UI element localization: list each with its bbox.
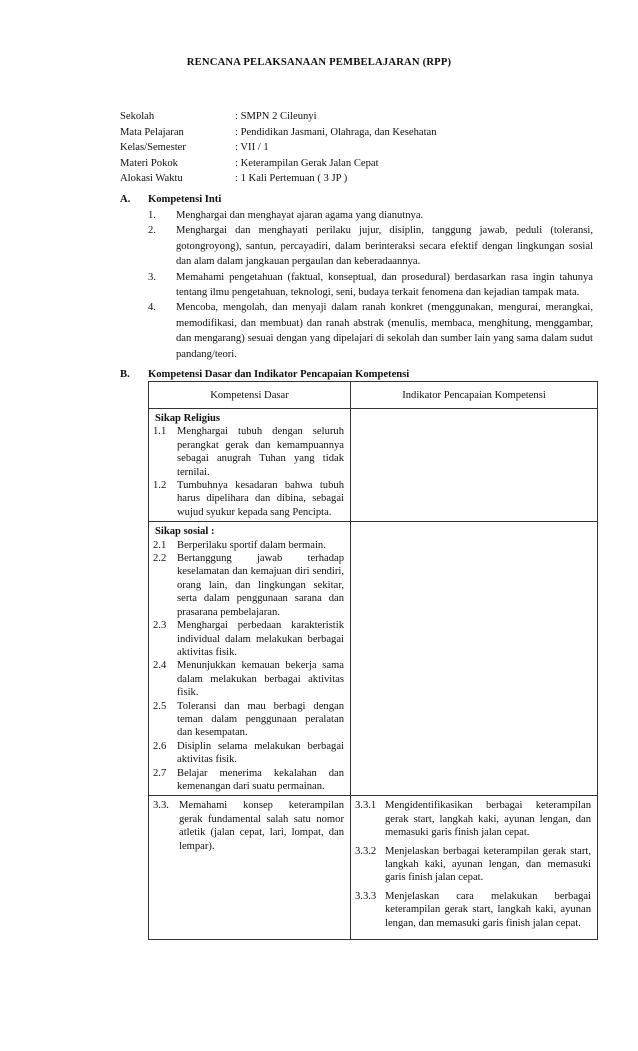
list-item-number: 3. [148,271,156,283]
kd-item [153,740,344,767]
section-a-letter: A. [120,194,131,205]
list-item [148,208,593,223]
identity-row [120,171,437,187]
indicator-number: 3.3.1 [355,800,377,812]
indicator-item [355,845,591,885]
list-item [148,300,593,362]
list-item-text: Mencoba, mengolah, dan menyaji dalam ranah konkret (menggunakan, mengurai, merangkai, memodifikasi, dan membuat) dan ranah abstrak (menulis, membaca, menghitung, menggambar, dan mengarang) sesuai dengan yang dipelajari di sekolah dan sumber lain yang sama dalam sudut pandang/teori. [176,302,593,360]
table-row [149,796,598,940]
section-b-heading: Kompetensi Dasar dan Indikator Pencapaian Kompetensi [148,369,410,380]
kd-number: 2.5 [153,700,167,712]
identity-label: Mata Pelajaran [120,126,184,138]
section-a-heading: Kompetensi Inti [148,194,222,205]
kd-number: 1.1 [153,426,167,438]
identity-label: Materi Pokok [120,157,178,169]
kd-text: Menghargai tubuh dengan seluruh perangkat gerak dan kemampuannya sebagai anugrah Tuhan yang tidak ternilai. [177,426,344,478]
kompetensi-inti-list [148,208,593,362]
identity-value: : Pendidikan Jasmani, Olahraga, dan Kesehatan [235,126,437,138]
table-row [149,522,598,796]
column-header-kd: Kompetensi Dasar [149,382,351,409]
indicator-text: Mengidentifikasikan berbagai keterampilan gerak start, langkah kaki, ayunan lengan, dan memasuki garis finish jalan cepat. [385,800,591,839]
indicator-text: Menjelaskan berbagai keterampilan gerak start, langkah kaki, ayunan lengan, dan memasuki garis finish jalan cepat. [385,845,591,884]
indicator-number: 3.3.3 [355,890,377,902]
kd-text: Belajar menerima kekalahan dan kemenangan dari suatu permainan. [177,767,344,792]
kd-cell [149,409,351,522]
group-title: Sikap sosial : [155,526,215,538]
indicator-number: 3.3.2 [355,845,377,857]
kd-item [153,799,344,853]
column-header-indicator: Indikator Pencapaian Kompetensi [351,382,598,409]
kd-text: Menghargai perbedaan karakteristik individual dalam melakukan berbagai aktivitas fisik. [177,620,344,658]
section-b-letter: B. [120,369,130,380]
kd-text: Memahami konsep keterampilan gerak fundamental salah satu nomor atletik (jalan cepat, lari, lompat, dan lempar). [179,800,344,852]
kd-item [153,767,344,794]
identity-value: : 1 Kali Pertemuan ( 3 JP ) [235,173,348,184]
identity-value: : SMPN 2 Cileunyi [235,111,317,122]
indicator-item [355,890,591,930]
identity-label: Alokasi Waktu [120,173,183,184]
kd-cell [149,522,351,796]
competency-table [148,381,598,940]
kd-item [153,700,344,740]
list-item-text: Menghargai dan menghayat ajaran agama yang dianutnya. [176,210,424,221]
indicator-cell [351,409,598,522]
indicator-cell [351,796,598,940]
identity-label: Sekolah [120,111,155,122]
kd-text: Berperilaku sportif dalam bermain. [177,539,326,551]
list-item [148,223,593,269]
kd-text: Tumbuhnya kesadaran bahwa tubuh harus dipelihara dan dibina, sebagai wujud syukur kepada sang Pencipta. [177,480,344,518]
kd-number: 2.4 [153,660,167,672]
indicator-cell [351,522,598,796]
kd-item [153,425,344,479]
table-header-row [149,382,598,409]
identity-row [120,156,437,172]
kd-text: Menunjukkan kemauan bekerja sama dalam melakukan berbagai aktivitas fisik. [177,660,344,699]
list-item [148,270,593,301]
kd-text: Toleransi dan mau berbagi dengan teman dalam penggunaan peralatan dan kesempatan. [177,700,344,739]
list-item-number: 2. [148,225,156,237]
kd-number: 2.2 [153,553,167,565]
kd-item [153,479,344,519]
identity-row [120,140,437,156]
identity-block [120,109,437,187]
kd-text: Disiplin selama melakukan berbagai aktivitas fisik. [177,740,344,766]
indicator-text: Menjelaskan cara melakukan berbagai keterampilan gerak start, langkah kaki, ayunan lengan, dan memasuki garis finish jalan cepat. [385,890,591,929]
kd-number: 2.3 [153,620,167,632]
list-item-text: Menghargai dan menghayati perilaku jujur, disiplin, tanggung jawab, peduli (toleransi, gotongroyong), santun, percayadiri, dalam berinteraksi secara efektif dengan lingkungan sosial dan alam dalam jangkauan pergaulan dan keberadaannya. [176,225,593,268]
identity-row [120,125,437,141]
kd-number: 3.3. [153,800,169,812]
document-title: RENCANA PELAKSANAAN PEMBELAJARAN (RPP) [186,57,452,68]
kd-item [153,619,344,659]
kd-cell [149,796,351,940]
list-item-number: 1. [148,210,156,221]
kd-item [153,659,344,699]
list-item-text: Memahami pengetahuan (faktual, konseptual, dan prosedural) berdasarkan rasa ingin tahunya tentang ilmu pengetahuan, teknologi, seni, budaya terkait fenomena dan kejadian tampak mata. [176,271,593,299]
kd-text: Bertanggung jawab terhadap keselamatan dan kemajuan diri sendiri, orang lain, dan lingkungan sekitar, serta dalam penggunaan sarana dan prasarana pembelajaran. [177,553,344,618]
indicator-item [355,799,591,839]
kd-number: 2.7 [153,767,167,779]
group-title: Sikap Religius [155,413,221,424]
kd-item [153,552,344,619]
identity-label: Kelas/Semester [120,142,186,153]
kd-number: 2.6 [153,740,167,752]
kd-item [153,539,344,552]
identity-value: : Keterampilan Gerak Jalan Cepat [235,157,379,169]
kd-number: 1.2 [153,480,167,492]
identity-value: : VII / 1 [235,142,269,153]
table-row [149,409,598,522]
list-item-number: 4. [148,302,156,314]
kd-number: 2.1 [153,539,167,551]
identity-row [120,109,437,125]
